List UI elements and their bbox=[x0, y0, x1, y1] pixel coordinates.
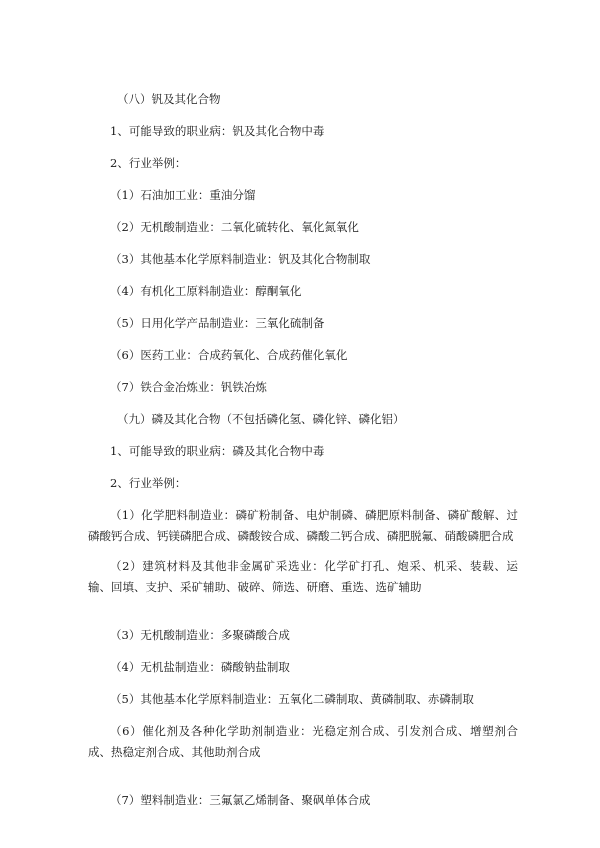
section-9-item-3: （3）无机酸制造业：多聚磷酸合成 bbox=[110, 628, 290, 642]
section-8-item-1: （1）石油加工业：重油分馏 bbox=[110, 188, 256, 202]
section-9-item-4: （4）无机盐制造业：磷酸钠盐制取 bbox=[110, 660, 290, 674]
section-9-examples-label: 2、行业举例： bbox=[110, 476, 187, 490]
section-8-item-7: （7）铁合金冶炼业：钒铁冶炼 bbox=[110, 380, 267, 394]
section-8-item-5: （5）日用化学产品制造业：三氧化硫制备 bbox=[110, 316, 325, 330]
section-8-examples-label: 2、行业举例： bbox=[110, 156, 187, 170]
section-9-disease: 1、可能导致的职业病：磷及其化合物中毒 bbox=[110, 444, 325, 458]
section-9-heading: （九）磷及其化合物（不包括磷化氢、磷化锌、磷化铝） bbox=[117, 412, 405, 426]
section-8-item-3: （3）其他基本化学原料制造业：钒及其化合物制取 bbox=[110, 252, 371, 266]
section-8-heading: （八）钒及其化合物 bbox=[117, 92, 221, 106]
section-8-item-2: （2）无机酸制造业：二氧化硫转化、氧化氮氧化 bbox=[110, 220, 359, 234]
section-9-item-2: （2）建筑材料及其他非金属矿采选业：化学矿打孔、炮采、机采、装载、运输、回填、支护、采矿辅助、破碎、筛选、研磨、重选、选矿辅助 bbox=[88, 559, 518, 594]
section-8-disease: 1、可能导致的职业病：钒及其化合物中毒 bbox=[110, 124, 325, 138]
section-9-item-1: （1）化学肥料制造业：磷矿粉制备、电炉制磷、磷肥原料制备、磷矿酸解、过磷酸钙合成、钙镁磷肥合成、磷酸铵合成、磷酸二钙合成、磷肥脱氟、硝酸磷肥合成 bbox=[88, 508, 518, 543]
section-8-item-4: （4）有机化工原料制造业：醇酮氧化 bbox=[110, 284, 302, 298]
section-9-item-5: （5）其他基本化学原料制造业：五氧化二磷制取、黄磷制取、赤磷制取 bbox=[110, 692, 474, 706]
section-9-item-7: （7）塑料制造业：三氟氯乙烯制备、聚砜单体合成 bbox=[110, 793, 371, 807]
section-8-item-6: （6）医药工业：合成药氧化、合成药催化氧化 bbox=[110, 348, 348, 362]
section-9-item-6: （6）催化剂及各种化学助剂制造业：光稳定剂合成、引发剂合成、增塑剂合成、热稳定剂合成、其他助剂合成 bbox=[88, 724, 518, 759]
